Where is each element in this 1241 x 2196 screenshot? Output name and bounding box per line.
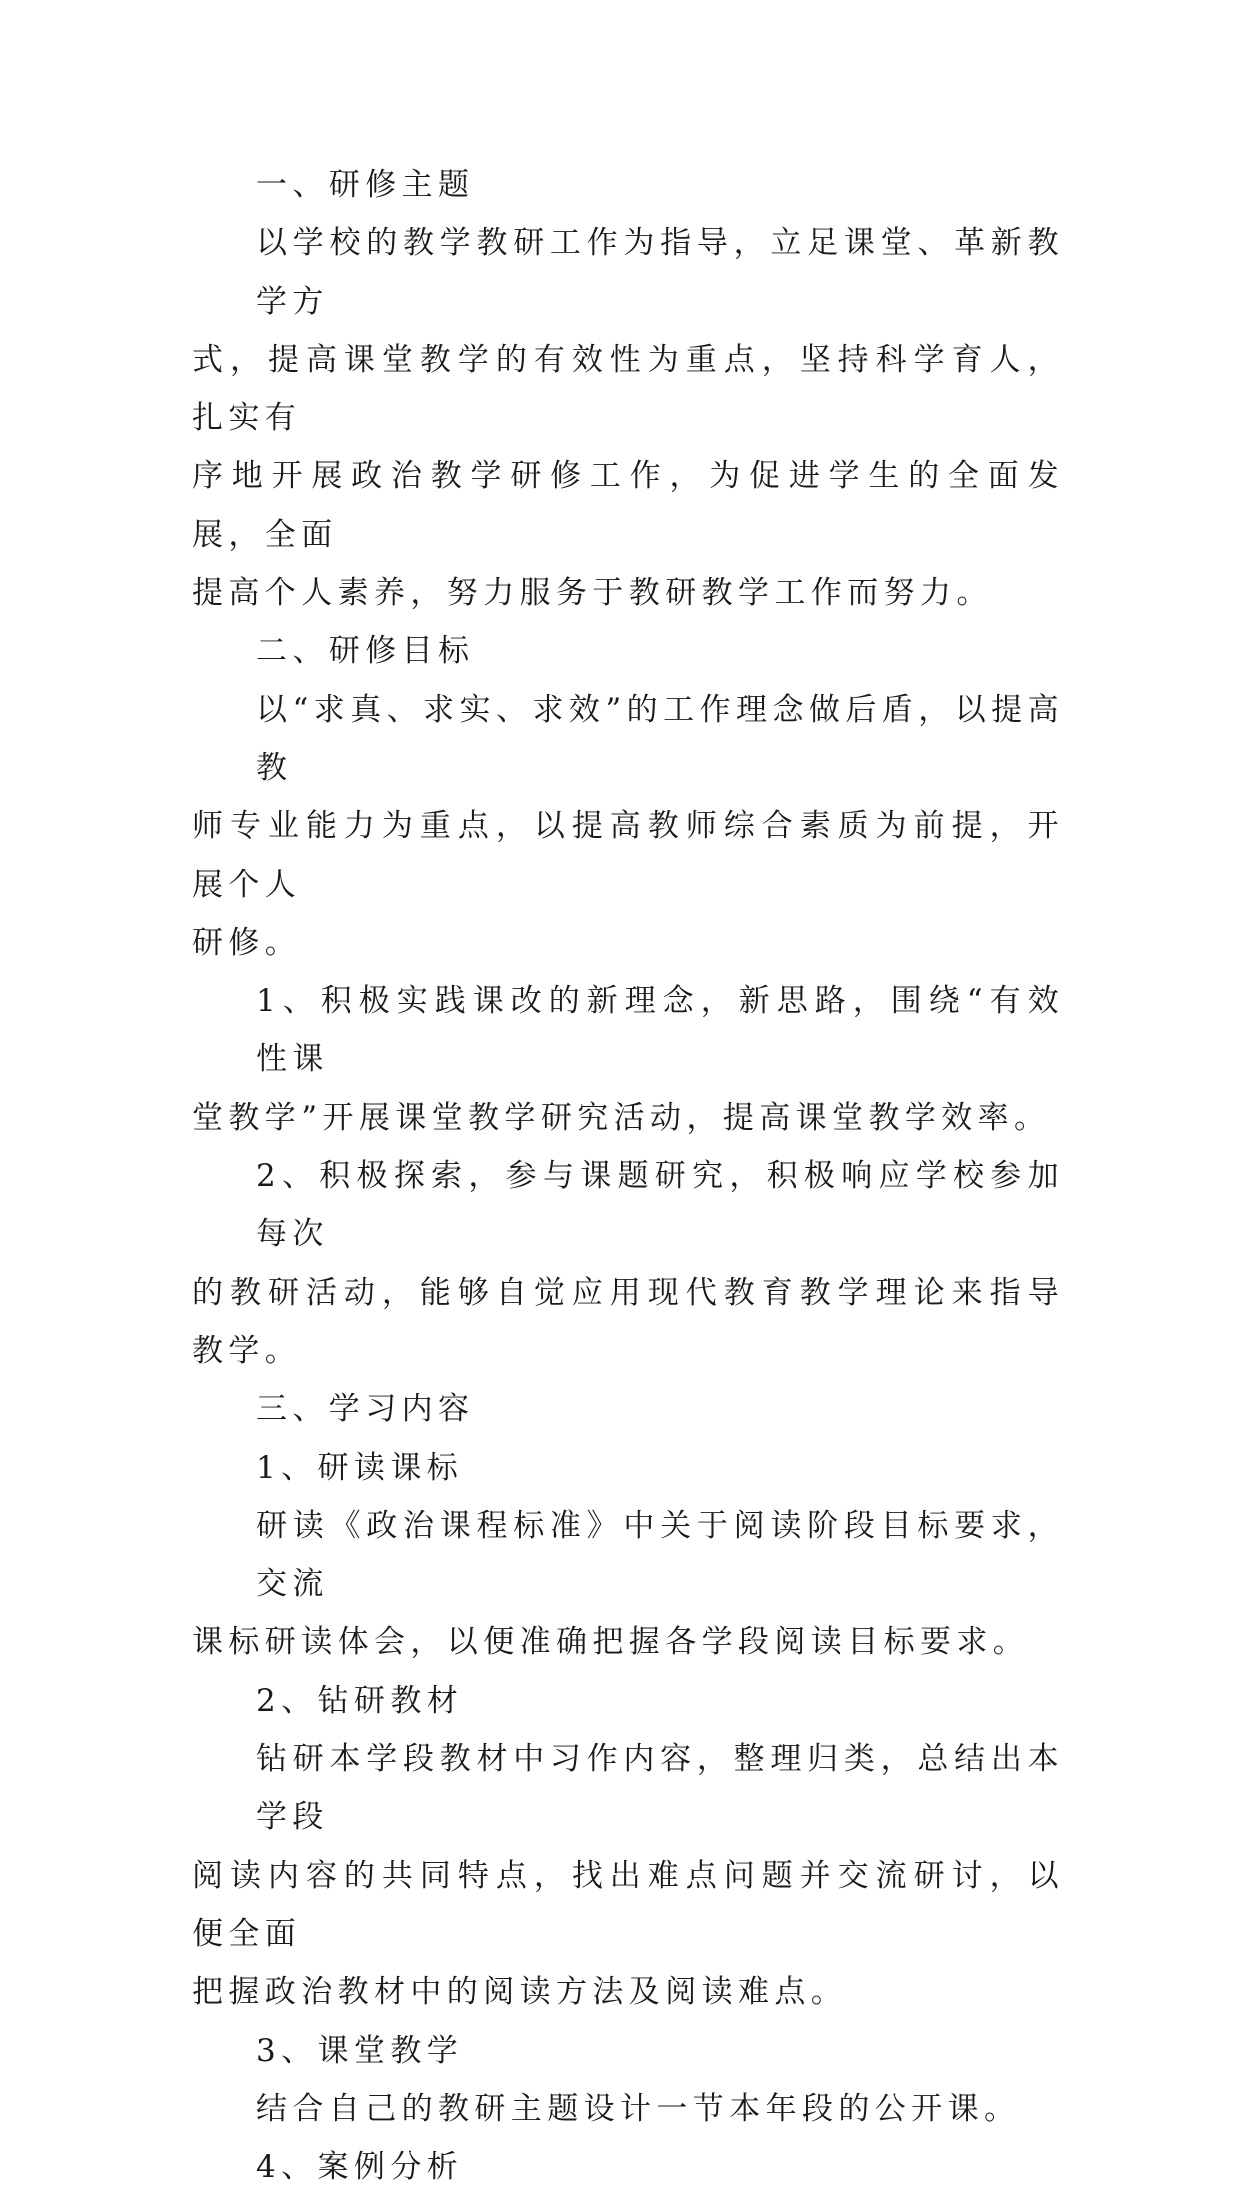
paragraph-study-standards (192, 1497, 1064, 1672)
paragraph-line: 提高个人素养，努力服务于教研教学工作而努力。 (192, 575, 993, 612)
paragraph-research-theme (192, 214, 1064, 622)
paragraph-line: 序地开展政治教学研修工作，为促进学生的全面发展，全面 (192, 458, 1064, 553)
heading-line: 三、学习内容 (256, 1391, 475, 1428)
paragraph-line: 以学校的教学教研工作为指导，立足课堂、革新教学方 (256, 225, 1064, 320)
paragraph-goal-item-2 (192, 1147, 1064, 1380)
paragraph-study-textbook (192, 1730, 1064, 2021)
heading-line: 2、钻研教材 (256, 1682, 464, 1719)
subheading-case-analysis (192, 2138, 1064, 2196)
paragraph-classroom-teaching (192, 2080, 1064, 2138)
paragraph-line: 阅读内容的共同特点，找出难点问题并交流研讨，以便全面 (192, 1857, 1064, 1952)
heading-line: 二、研修目标 (256, 633, 475, 670)
subheading-study-standards (192, 1439, 1064, 1497)
paragraph-line: 研读《政治课程标准》中关于阅读阶段目标要求，交流 (256, 1507, 1064, 1603)
paragraph-line: 1、积极实践课改的新理念，新思路，围绕“有效性课 (256, 983, 1064, 1078)
heading-line: 3、课堂教学 (256, 2032, 464, 2069)
paragraph-goal-item-1 (192, 972, 1064, 1147)
paragraph-line: 堂教学”开展课堂教学研究活动，提高课堂教学效率。 (192, 1099, 1051, 1136)
section-heading-2 (192, 622, 1064, 680)
heading-line: 一、研修主题 (256, 167, 475, 203)
paragraph-line: 的教研活动，能够自觉应用现代教育教学理论来指导教学。 (192, 1274, 1064, 1369)
section-heading-1 (192, 156, 1064, 214)
paragraph-line: 以“求真、求实、求效”的工作理念做后盾，以提高教 (256, 691, 1064, 786)
heading-line: 4、案例分析 (256, 2149, 464, 2186)
heading-line: 1、研读课标 (256, 1449, 464, 1486)
paragraph-research-goal (192, 681, 1064, 972)
paragraph-line: 结合自己的教研主题设计一节本年段的公开课。 (256, 2090, 1021, 2127)
paragraph-line: 研修。 (192, 924, 302, 961)
paragraph-line: 钻研本学段教材中习作内容，整理归类，总结出本学段 (256, 1741, 1064, 1836)
document-body (192, 156, 1064, 2196)
paragraph-line: 把握政治教材中的阅读方法及阅读难点。 (192, 1974, 848, 2011)
paragraph-line: 2、积极探索，参与课题研究，积极响应学校参加每次 (256, 1158, 1064, 1253)
paragraph-line: 式，提高课堂教学的有效性为重点，坚持科学育人，扎实有 (192, 341, 1064, 437)
paragraph-line: 课标研读体会，以便准确把握各学段阅读目标要求。 (192, 1624, 1030, 1661)
paragraph-line: 师专业能力为重点，以提高教师综合素质为前提，开展个人 (192, 808, 1064, 903)
subheading-study-textbook (192, 1672, 1064, 1730)
section-heading-3 (192, 1380, 1064, 1438)
subheading-classroom-teaching (192, 2022, 1064, 2080)
